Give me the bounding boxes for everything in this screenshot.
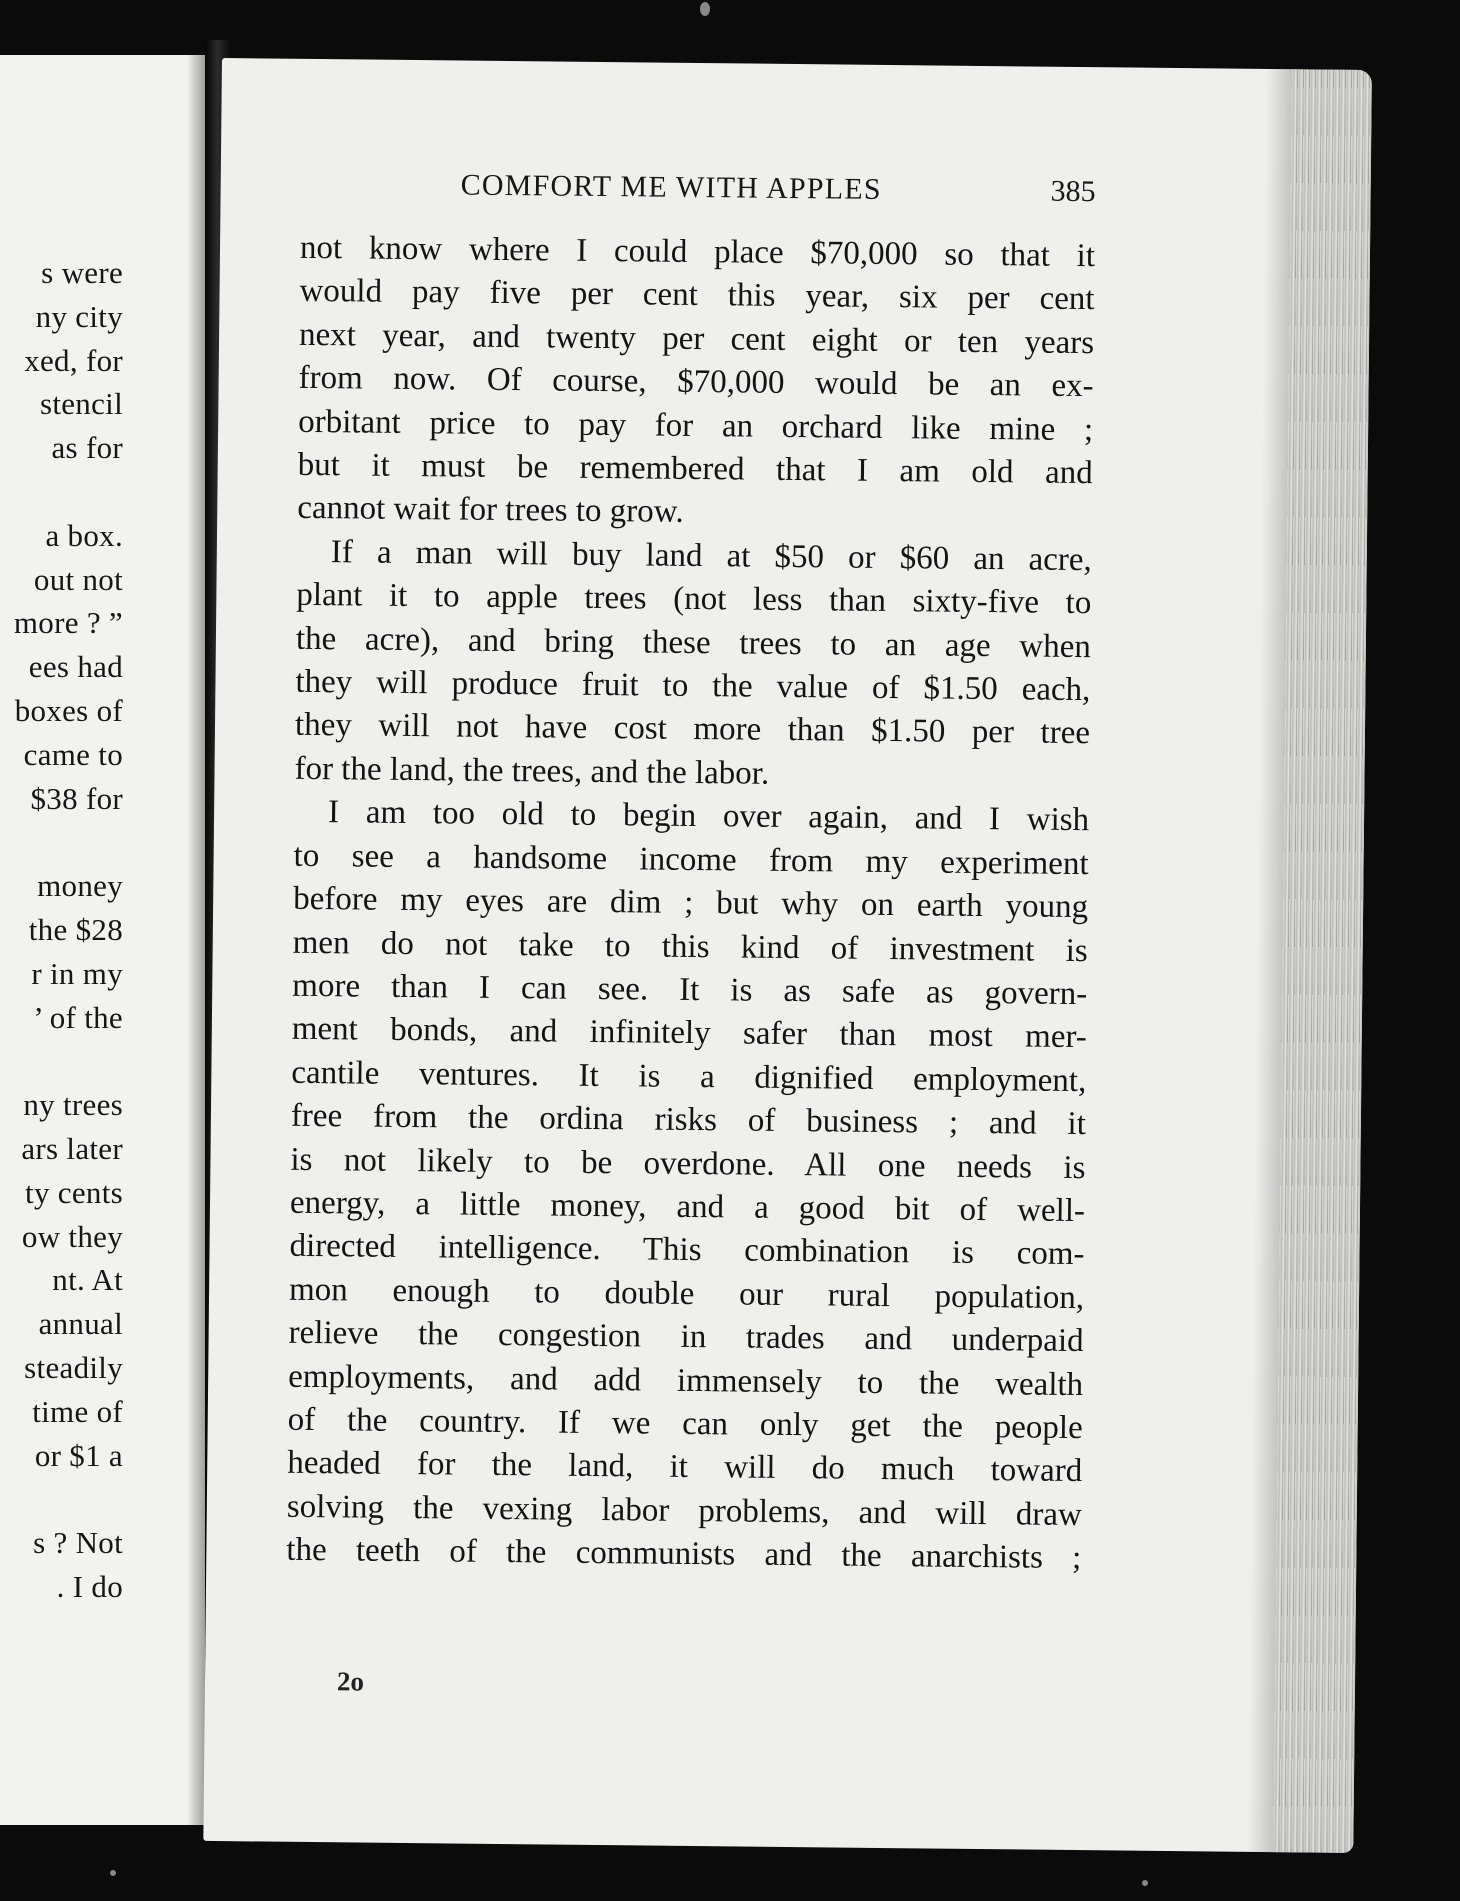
text-line: cantile ventures. It is a dignified employment, — [291, 1054, 1087, 1099]
left-page-line: nt. At — [52, 1262, 123, 1298]
text-line: headed for the land, it will do much toward — [287, 1445, 1083, 1490]
text-line: they will produce fruit to the value of $1.50 each, — [295, 663, 1091, 709]
page-number: 385 — [1050, 174, 1096, 209]
text-line: the teeth of the communists and the anarchists ; — [286, 1531, 1082, 1577]
left-page-line: time of — [32, 1393, 123, 1429]
left-page-line: r in my — [31, 955, 123, 991]
left-page-line: the $28 — [28, 912, 123, 947]
scan-speck — [1142, 1880, 1148, 1886]
right-page — [203, 58, 1372, 1853]
left-page-line: out not — [33, 561, 123, 597]
text-line: is not likely to be overdone. All one needs is — [290, 1141, 1086, 1186]
left-page-line: ny trees — [23, 1087, 123, 1123]
text-line: not know where I could place $70,000 so that it — [299, 229, 1096, 275]
left-page-line: came to — [23, 736, 123, 772]
text-line: plant it to apple trees (not less than sixty-five to — [296, 577, 1092, 622]
left-page-line: ow they — [21, 1218, 123, 1254]
text-line: cannot wait for trees to grow. — [297, 490, 684, 531]
left-page-line: ty cents — [25, 1174, 123, 1210]
left-page-line: ars later — [21, 1131, 123, 1166]
text-line: energy, a little money, and a good bit of well- — [289, 1184, 1086, 1230]
text-line: men do not take to this kind of investment is — [292, 924, 1088, 969]
left-page-line: a box. — [45, 517, 123, 553]
text-line: employments, and add immensely to the wealth — [288, 1358, 1084, 1403]
left-page-line: as for — [51, 430, 123, 466]
left-page-line: s ? Not — [33, 1525, 123, 1561]
left-page-line: boxes of — [14, 693, 123, 728]
text-line: directed intelligence. This combination is com- — [289, 1228, 1085, 1273]
text-line: to see a handsome income from my experiment — [293, 837, 1089, 882]
text-line: the acre), and bring these trees to an age when — [295, 620, 1092, 665]
left-page-line: xed, for — [24, 342, 123, 378]
left-facing-page — [0, 55, 208, 1825]
text-line: ment bonds, and infinitely safer than most mer- — [291, 1011, 1087, 1056]
left-page-shadow — [187, 55, 205, 1825]
left-page-line: annual — [38, 1306, 123, 1342]
left-page-line: ny city — [35, 298, 123, 334]
text-line: orbitant price to pay for an orchard like mine ; — [298, 403, 1094, 448]
left-page-line: $38 for — [30, 780, 123, 816]
text-line: I am too old to begin over again, and I wish — [327, 794, 1090, 839]
text-line: would pay five per cent this year, six per cent — [299, 273, 1095, 318]
text-line: free from the ordina risks of business ; and it — [290, 1097, 1087, 1143]
left-page-line: . I do — [56, 1569, 123, 1604]
left-page-line: steadily — [24, 1350, 123, 1385]
text-line: they will not have cost more than $1.50 per tree — [294, 707, 1091, 752]
scan-speck — [700, 2, 710, 16]
text-line: relieve the congestion in trades and underpaid — [288, 1314, 1084, 1360]
paragraph — [294, 531, 1092, 800]
left-page-line: or $1 a — [34, 1437, 123, 1473]
text-line: for the land, the trees, and the labor. — [294, 750, 770, 792]
text-line: more than I can see. It is as safe as govern- — [292, 967, 1088, 1013]
text-line: from now. Of course, $70,000 would be an ex- — [298, 360, 1094, 405]
text-line: mon enough to double our rural population, — [288, 1271, 1085, 1316]
paragraph — [297, 227, 1095, 539]
text-line: before my eyes are dim ; but why on earth young — [293, 880, 1089, 926]
left-page-line: stencil — [39, 386, 123, 422]
left-page-line: more ? ” — [13, 605, 123, 641]
paragraph — [286, 791, 1089, 1581]
left-page-line: s were — [41, 255, 123, 290]
text-line: If a man will buy land at $50 or $60 an acre, — [330, 534, 1092, 578]
scan-speck — [110, 1870, 116, 1876]
left-page-line: money — [37, 868, 123, 904]
body-text — [286, 227, 1095, 1581]
left-page-line: ’ of the — [33, 999, 123, 1035]
left-page-line: ees had — [28, 649, 123, 685]
running-head: COMFORT ME WITH APPLES — [460, 168, 882, 206]
signature-mark: 2o — [336, 1666, 365, 1697]
text-line: solving the vexing labor problems, and will draw — [286, 1488, 1082, 1533]
text-line: of the country. If we can only get the people — [287, 1401, 1083, 1447]
text-line: but it must be remembered that I am old and — [297, 446, 1093, 492]
text-line: next year, and twenty per cent eight or ten years — [298, 316, 1095, 361]
